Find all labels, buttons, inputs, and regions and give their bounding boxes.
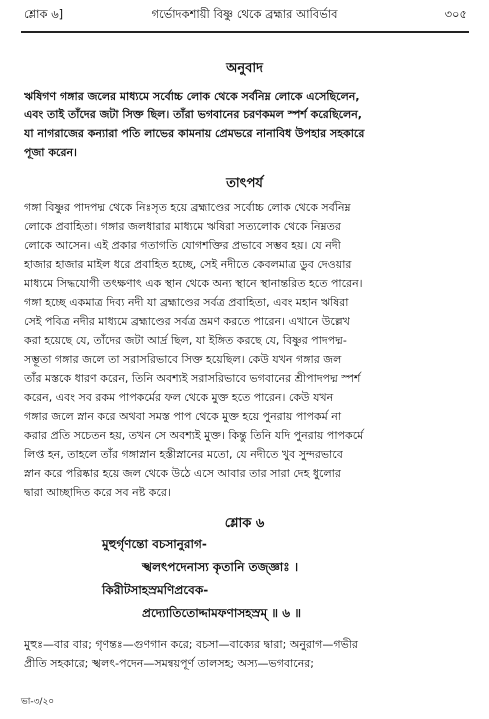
purport-line: তাঁর মস্তকে ধারণ করেন, তিনি অবশ্যই সরাসরিভাবে ভগবানের শ্রীপাদপদ্ম স্পর্শ (24, 372, 361, 385)
purport-line: মাধ্যমে সিদ্ধযোগী তৎক্ষণাৎ এক স্থান থেকে অন্য স্থানে স্থানান্তরিত হতে পারেন। (24, 277, 363, 290)
purport-line: করার প্রতি সচেতন হয়, তখন সে অবশ্যই মুক্ত। কিন্তু তিনি যদি পুনরায় পাপকর্মে (24, 429, 364, 442)
synonym-line: মুহুঃ—বার বার; গৃণন্তঃ—গুণগান করে; বচসা—বাক্যের দ্বারা; অনুরাগ—গভীর (24, 638, 358, 651)
verse-line: প্রদ্যোতিতোদ্দামফণাসহস্রম্ ॥ ৬ ॥ (142, 606, 302, 620)
header-page-number: ৩০৫ (444, 7, 467, 21)
translation-line: এবং তাই তাঁদের জটা সিক্ত ছিল। তাঁরা ভগবানের চরণকমল স্পর্শ করেছিলেন, (24, 108, 362, 121)
verse-line: স্খলৎপদেনাস্য কৃতানি তজ্জ্ঞাঃ । (142, 560, 299, 574)
synonym-line: প্রীতি সহকারে; স্খলৎ-পদেন—সমন্বয়পূর্ণ তালসহ; অস্য—ভগবানের; (24, 657, 315, 670)
header-rule (21, 31, 469, 33)
translation-line: ঋষিগণ গঙ্গার জলের মাধ্যমে সর্বোচ্চ লোক থেকে সর্বনিম্ন লোকে এসেছিলেন, (24, 90, 360, 103)
purport-line: লোকে প্রবাহিতা। গঙ্গার জলধারার মাধ্যমে ঋষিরা সত্যলোক থেকে নিম্নতর (24, 220, 341, 233)
verse-heading: শ্লোক ৬ (224, 516, 265, 531)
verse-line: কিরীটসাহস্রমণিপ্রবেক- (102, 583, 209, 597)
purport-line: করা হয়েছে যে, তাঁদের জটা আর্দ্র ছিল, যা ইঙ্গিত করছে যে, বিষ্ণুর পাদপদ্ম- (24, 334, 347, 347)
purport-heading: তাৎপর্য (226, 176, 263, 191)
header-chapter-title: গর্ভোদকশায়ী বিষ্ণু থেকে ব্রহ্মার আবির্ভাব (151, 7, 338, 21)
translation-heading: অনুবাদ (226, 61, 263, 76)
purport-line: লিপ্ত হন, তাহলে তাঁর গঙ্গাস্নান হস্তীস্নানের মতো, যে নদীতে খুব সুন্দরভাবে (24, 448, 343, 461)
purport-line: দ্বারা আচ্ছাদিত করে সব নষ্ট করে। (24, 486, 171, 499)
purport-line: সম্ভূতা গঙ্গার জলে তা সরাসরিভাবে সিক্ত হয়েছিল। কেউ যখন গঙ্গার জল (24, 353, 342, 366)
purport-line: স্নান করে পরিষ্কার হয়ে জল থেকে উঠে এসে আবার তার সারা দেহ ধুলোর (24, 467, 341, 480)
purport-line: লোকে আসেন। এই প্রকার গতাগতি যোগশক্তির প্রভাবে সম্ভব হয়। যে নদী (24, 239, 341, 252)
signature-mark: ভা-৩/২০ (21, 697, 55, 707)
translation-line: পূজা করেন। (24, 146, 77, 159)
verse-line: মুহুর্গৃণন্তো বচসানুরাগ- (102, 537, 207, 551)
purport-line: গঙ্গার জলে স্নান করে অথবা সমস্ত পাপ থেকে মুক্ত হয়ে পুনরায় পাপকর্ম না (24, 410, 342, 423)
purport-line: সেই পবিত্র নদীর মাধ্যমে ব্রহ্মাণ্ডের সর্বত্র ভ্রমণ করতে পারেন। এখানে উল্লেখ (24, 315, 350, 328)
purport-line: গঙ্গা হচ্ছে একমাত্র দিব্য নদী যা ব্রহ্মাণ্ডের সর্বত্র প্রবাহিতা, এবং মহান ঋষিরা (24, 296, 349, 309)
purport-line: হাজার হাজার মাইল ধরে প্রবাহিত হচ্ছে, সেই নদীতে কেবলমাত্র ডুব দেওয়ার (24, 258, 352, 271)
purport-line: গঙ্গা বিষ্ণুর পাদপদ্ম থেকে নিঃসৃত হয়ে ব্রহ্মাণ্ডের সর্বোচ্চ লোক থেকে সর্বনিম্ন (24, 201, 351, 214)
translation-line: যা নাগরাজের কন্যারা পতি লাভের কামনায় প্রেমভরে নানাবিধ উপহার সহকারে (24, 127, 365, 140)
header-verse-number: শ্লোক ৬] (24, 7, 64, 21)
purport-line: করেন, এবং সব রকম পাপকর্মের ফল থেকে মুক্ত হতে পারেন। কেউ যখন (24, 391, 334, 404)
